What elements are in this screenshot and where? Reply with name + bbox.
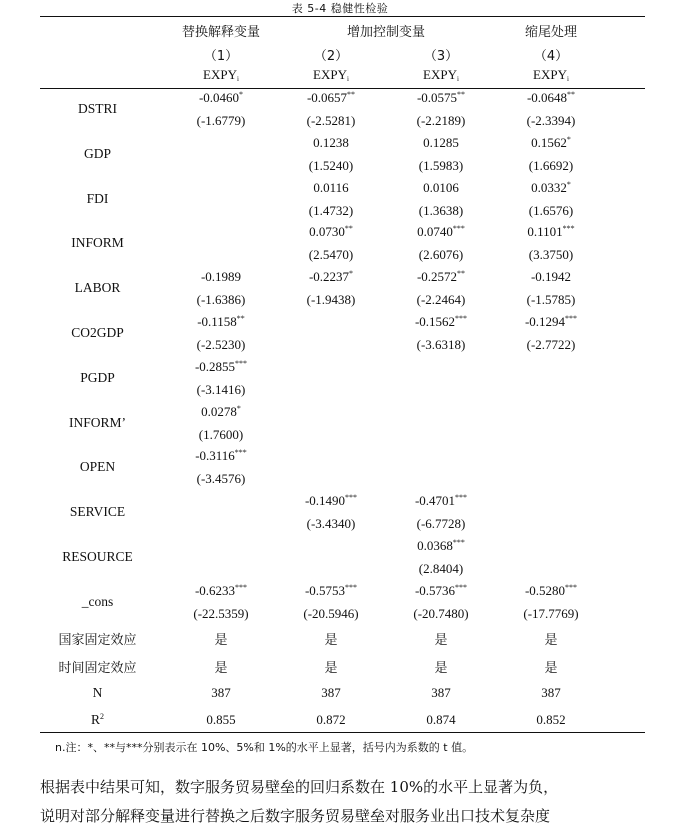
t-value-cell: (1.6576) (528, 202, 574, 218)
variable-name: _cons (81, 593, 114, 609)
t-value-cell: (1.7600) (198, 426, 244, 442)
col-number-3: （3） (423, 49, 459, 64)
t-value-cell: (-2.5230) (196, 337, 246, 352)
significance-stars: *** (455, 582, 468, 592)
t-value-cell: (1.3638) (418, 202, 464, 218)
coef-cell (276, 180, 386, 196)
coef-value: -0.1562 (414, 314, 456, 329)
coef-value: 0.0740 (417, 224, 453, 240)
t-value-cell: (2.6076) (418, 247, 464, 263)
col-number-4: （4） (533, 49, 569, 64)
significance-stars: ** (457, 269, 466, 279)
coef-value: 0.1562 (531, 134, 567, 150)
dep-var-subscript: i (457, 75, 459, 83)
variable-name: OPEN (79, 459, 116, 475)
dep-var-text: EXPY (313, 67, 347, 82)
coef-cell (276, 224, 386, 240)
dep-var-label-1 (166, 67, 276, 83)
t-value-cell: (-2.3394) (526, 113, 576, 128)
coef-cell (166, 314, 276, 330)
footer-row-label: N (92, 685, 103, 700)
t-value-cell: (1.4732) (308, 202, 354, 218)
footer-value-cell: 0.855 (206, 712, 236, 727)
coef-value: -0.4701 (414, 493, 456, 509)
dep-var-subscript: i (347, 75, 349, 83)
significance-stars: *** (234, 448, 247, 458)
coef-cell (496, 314, 606, 330)
coef-value: 0.1285 (423, 134, 459, 150)
t-value-cell: (-3.6318) (416, 337, 466, 352)
coef-value: -0.2855 (194, 358, 236, 374)
col-number-2: （2） (313, 49, 349, 64)
t-value-cell: (-6.7728) (416, 516, 466, 532)
coef-value: -0.0460 (198, 90, 240, 105)
coef-cell (166, 404, 276, 420)
coef-cell (386, 583, 496, 599)
coef-value: 0.0106 (423, 179, 459, 195)
coef-cell (166, 448, 276, 464)
dep-var-subscript: i (567, 75, 569, 83)
significance-stars: *** (565, 314, 578, 323)
coef-cell (276, 135, 386, 151)
significance-stars: *** (235, 358, 248, 368)
paragraph-line-1: 根据表中结果可知，数字服务贸易壁垒的回归系数在 10%的水平上显著为负， (40, 778, 559, 796)
coef-value: -0.0575 (416, 90, 458, 105)
dep-var-subscript: i (237, 75, 239, 83)
dep-var-label-3 (386, 67, 496, 83)
variable-name: INFORM (71, 235, 124, 251)
footer-value-cell: 0.874 (426, 712, 456, 727)
significance-stars: * (236, 403, 241, 413)
dep-var-label-2 (276, 67, 386, 83)
t-value-cell: (-17.7769) (523, 605, 579, 621)
t-value-cell: (-22.5359) (193, 605, 249, 621)
variable-name: DSTRI (77, 101, 117, 116)
variable-name: GDP (83, 145, 111, 161)
significance-stars: *** (455, 314, 468, 323)
coef-value: -0.1942 (530, 269, 572, 285)
footer-row-name (40, 629, 155, 648)
t-value-cell: (-2.7722) (526, 337, 576, 352)
variable-name: SERVICE (69, 504, 126, 520)
significance-stars: ** (344, 224, 353, 234)
t-value-cell: (-1.6779) (196, 113, 246, 128)
footer-value-cell: 是 (544, 661, 558, 676)
variable-name: FDI (86, 190, 109, 206)
coef-value: 0.0278 (201, 403, 237, 419)
coef-cell (386, 269, 496, 285)
coef-value: -0.0657 (306, 90, 348, 105)
significance-stars: * (566, 179, 571, 189)
t-value-cell: (2.5470) (308, 247, 354, 263)
footer-value-cell: 是 (544, 633, 558, 648)
t-value-cell: (3.3750) (528, 247, 574, 263)
significance-stars: *** (235, 582, 248, 592)
t-value-cell: (-2.5281) (306, 113, 356, 128)
footer-value-cell: 387 (541, 685, 561, 700)
footer-value-cell: 是 (214, 633, 228, 648)
paragraph-line-2: 说明对部分解释变量进行替换之后数字服务贸易壁垒对服务业出口技术复杂度 (40, 807, 551, 825)
bottom-rule (40, 732, 645, 733)
significance-stars: *** (565, 582, 578, 592)
footer-row-name (40, 685, 155, 701)
significance-stars: *** (452, 538, 465, 547)
coef-cell (386, 538, 496, 554)
significance-stars: *** (562, 224, 575, 234)
t-value-cell: (-2.2464) (416, 292, 466, 308)
coef-cell (276, 90, 386, 106)
coef-value: 0.0368 (417, 538, 453, 553)
coef-value: -0.5753 (304, 582, 346, 598)
coef-cell (166, 359, 276, 375)
coef-value: -0.1989 (200, 269, 242, 285)
t-value-cell: (-3.4576) (196, 471, 246, 487)
footer-row-label: 国家固定效应 (58, 633, 137, 648)
dep-var-text: EXPY (423, 67, 457, 82)
significance-stars: *** (345, 493, 358, 503)
t-value-cell: (-2.2189) (416, 113, 466, 128)
significance-stars: *** (455, 493, 468, 503)
footer-value-cell: 387 (211, 685, 231, 700)
t-value-cell: (-20.5946) (303, 605, 359, 621)
coef-value: -0.1158 (197, 314, 237, 329)
t-value-cell: (-1.5785) (526, 292, 576, 308)
group-header-2: 增加控制变量 (346, 25, 425, 40)
significance-stars: *** (452, 224, 465, 234)
significance-stars: * (566, 134, 571, 144)
coef-value: 0.1238 (313, 134, 349, 150)
footer-value-cell: 387 (321, 685, 341, 700)
coef-cell (386, 493, 496, 509)
significance-stars: * (239, 90, 244, 99)
coef-value: -0.1294 (524, 314, 566, 329)
coef-value: -0.1490 (304, 493, 346, 509)
coef-cell (386, 314, 496, 330)
coef-value: 0.1101 (527, 224, 563, 240)
coef-cell (386, 135, 496, 151)
footer-value-cell: 是 (214, 661, 228, 676)
coef-value: -0.3116 (195, 448, 235, 464)
col-number-1: （1） (203, 49, 239, 64)
coef-cell (386, 90, 496, 106)
variable-name: CO2GDP (71, 325, 124, 340)
coef-cell (496, 224, 606, 240)
footer-value-cell: 是 (324, 633, 338, 648)
dep-var-label-4 (496, 67, 606, 83)
footer-value-cell: 是 (434, 633, 448, 648)
significance-stars: * (349, 269, 354, 279)
coef-value: 0.0116 (313, 179, 349, 195)
variable-name: RESOURCE (62, 549, 133, 564)
coef-cell (276, 269, 386, 285)
footer-value-cell: 是 (434, 661, 448, 676)
t-value-cell: (2.8404) (418, 561, 464, 576)
coef-cell (496, 180, 606, 196)
coef-value: 0.0332 (531, 179, 567, 195)
t-value-cell: (-20.7480) (413, 605, 469, 621)
variable-name: LABOR (74, 280, 121, 296)
significance-stars: ** (567, 90, 576, 99)
significance-stars: *** (345, 582, 358, 592)
footer-row-label: R (90, 712, 100, 727)
superscript: 2 (100, 712, 104, 721)
coef-value: -0.5736 (414, 582, 456, 598)
coef-cell (496, 269, 606, 285)
coef-value: 0.0730 (309, 224, 345, 240)
variable-name: PGDP (80, 369, 115, 385)
coef-cell (496, 583, 606, 599)
footer-row-name (40, 657, 155, 676)
coef-value: -0.2237 (308, 269, 350, 285)
t-value-cell: (-3.1416) (196, 381, 246, 397)
table-caption: 表 5-4 稳健性检验 (291, 2, 389, 15)
coef-value: -0.5280 (524, 582, 566, 598)
coef-cell (496, 90, 606, 106)
coef-cell (386, 224, 496, 240)
footer-value-cell: 0.852 (536, 712, 566, 727)
coef-cell (276, 583, 386, 599)
coef-cell (166, 583, 276, 599)
coef-cell (496, 135, 606, 151)
coef-cell (166, 90, 276, 106)
footer-row-name (40, 712, 155, 728)
t-value-cell: (1.5240) (308, 157, 354, 173)
table-note: n.注：*、**与***分别表示在 10%、5%和 1%的水平上显著，括号内为系数的 t 值。 (55, 741, 474, 754)
coef-cell (386, 180, 496, 196)
top-rule (40, 16, 645, 17)
footer-row-label: 时间固定效应 (58, 661, 137, 676)
t-value-cell: (1.5983) (418, 157, 464, 173)
group-header-1: 替换解释变量 (181, 25, 260, 40)
significance-stars: ** (347, 90, 356, 99)
dep-var-text: EXPY (203, 67, 237, 82)
t-value-cell: (-1.6386) (196, 292, 246, 308)
significance-stars: ** (236, 314, 245, 323)
variable-name: INFORM’ (68, 414, 126, 430)
footer-value-cell: 是 (324, 661, 338, 676)
coef-cell (276, 493, 386, 509)
dep-var-text: EXPY (533, 67, 567, 82)
footer-value-cell: 0.872 (316, 712, 346, 727)
significance-stars: ** (457, 90, 466, 99)
group-header-3: 缩尾处理 (524, 25, 577, 40)
header-rule (40, 88, 645, 89)
coef-cell (166, 269, 276, 285)
t-value-cell: (1.6692) (528, 157, 574, 173)
t-value-cell: (-1.9438) (306, 292, 356, 308)
coef-value: -0.6233 (194, 582, 236, 598)
footer-value-cell: 387 (431, 685, 451, 700)
t-value-cell: (-3.4340) (306, 516, 356, 532)
coef-value: -0.2572 (416, 269, 458, 285)
coef-value: -0.0648 (526, 90, 568, 105)
